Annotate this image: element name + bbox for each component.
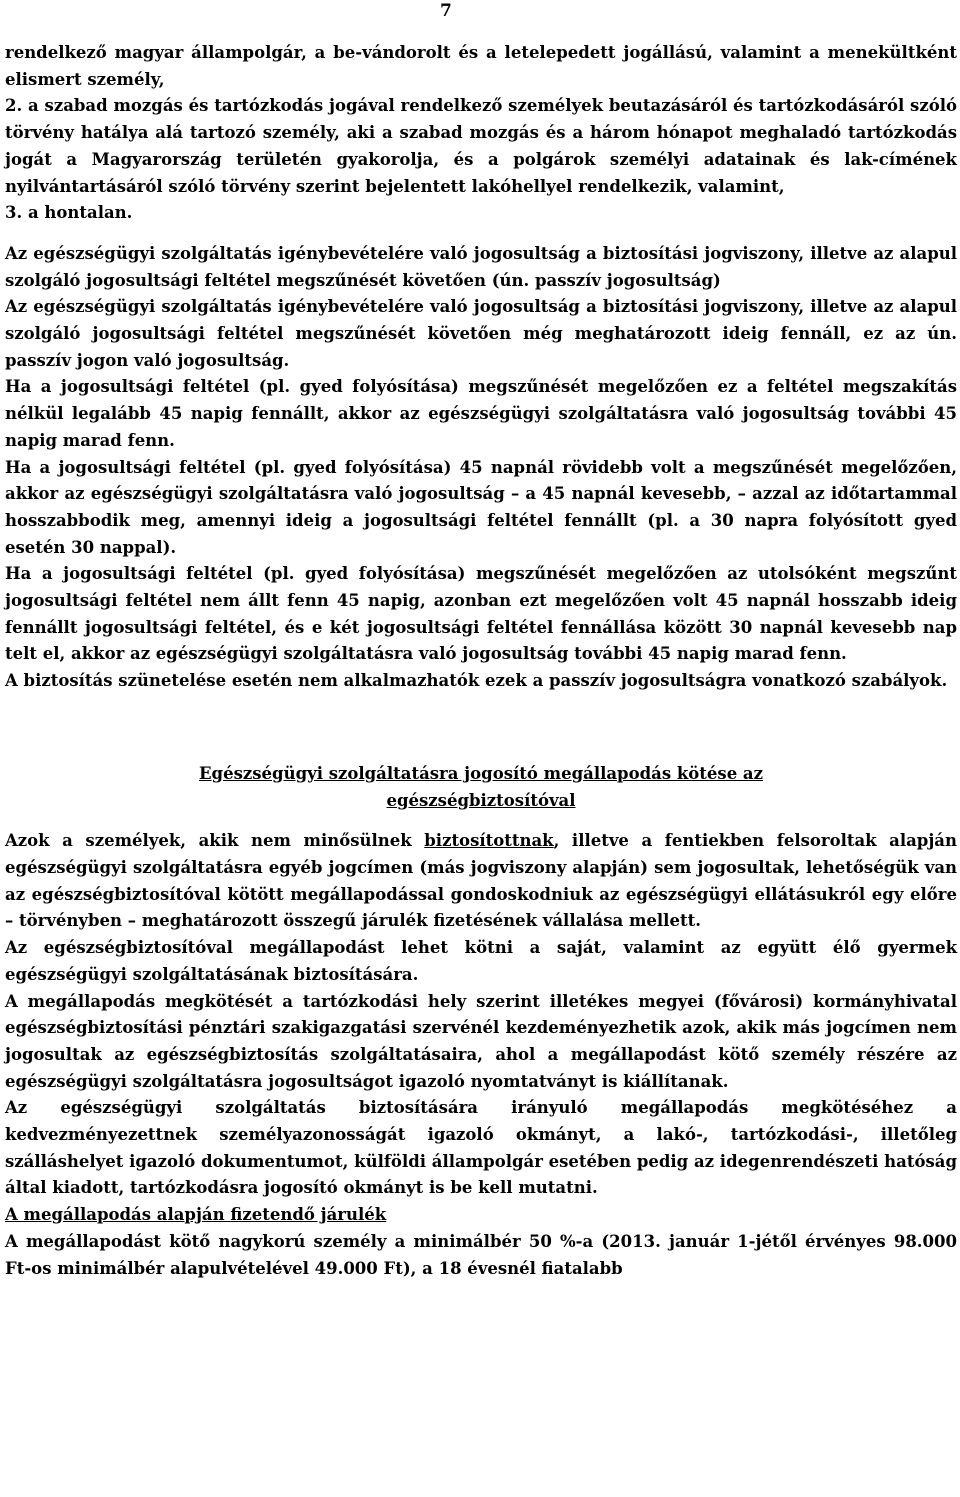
- agreement-paragraph-3: A megállapodás megkötését a tartózkodási hely szerint illetékes megyei (fővárosi) kormányhivatal egészségbiztosítási pénztári szakigazgatási szervénél kezdeményezhetik azok, akik más jogcímen nem jogosultak az egészségbiztosítás szolgáltatásaira, ahol a megállapodást kötő személy részére az egészségügyi szolgáltatásra jogosultságot igazoló nyomtatványt is kiállítanak.: [5, 991, 957, 1091]
- passive-paragraph-1: Az egészségügyi szolgáltatás igénybevételére való jogosultság a biztosítási jogviszony, illetve az alapul szolgáló jogosultsági feltétel megszűnését követően még meghatározott ideig fennáll, ez az ún. passzív jogon való jogosultság.: [5, 297, 957, 370]
- spacer: [5, 227, 957, 241]
- passive-paragraph-5: A biztosítás szünetelése esetén nem alkalmazhatók ezek a passzív jogosultságra vonatkozó szabályok.: [5, 671, 948, 691]
- contribution-heading: A megállapodás alapján fizetendő járulék: [5, 1205, 387, 1225]
- document-body: [5, 40, 957, 1282]
- list-continuation: rendelkező magyar állampolgár, a be-vándorolt és a letelepedett jogállású, valamint a menekültként elismert személy,: [5, 43, 957, 89]
- list-item-3: 3. a hontalan.: [5, 203, 133, 223]
- passive-paragraph-4: Ha a jogosultsági feltétel (pl. gyed folyósítása) megszűnését megelőzően az utolsóként megszűnt jogosultsági feltétel nem állt fenn 45 napig, azonban ezt megelőzően volt 45 napnál hosszabb ideig fennállt jogosultsági feltétel, és e két jogosultsági feltétel fennállása között 30 napnál kevesebb nap telt el, akkor az egészségügyi szolgáltatásra való jogosultság további 45 napig marad fenn.: [5, 564, 957, 664]
- agreement-paragraph-1: [5, 828, 957, 935]
- agreement-paragraph-2: Az egészségbiztosítóval megállapodást lehet kötni a saját, valamint az együtt élő gyermek egészségügyi szolgáltatásának biztosítására.: [5, 938, 957, 984]
- list-item-2: 2. a szabad mozgás és tartózkodás jogával rendelkező személyek beutazásáról és tartózkodásáról szóló törvény hatálya alá tartozó személy, aki a szabad mozgás és a három hónapot meghaladó tartózkodás jogát a Magyarország területén gyakorolja, és a polgárok személyi adatainak és lak-címének nyilvántartásáról szóló törvény szerint bejelentett lakóhellyel rendelkezik, valamint,: [5, 96, 957, 196]
- section-heading-line2: egészségbiztosítóval: [386, 790, 576, 810]
- agreement-p1-underlined: biztosítottnak: [424, 831, 554, 851]
- passive-title: Az egészségügyi szolgáltatás igénybevételére való jogosultság a biztosítási jogviszony, illetve az alapul szolgáló jogosultsági feltétel megszűnését követően (ún. passzív jogosultság): [5, 243, 957, 290]
- section-heading: [5, 761, 957, 814]
- agreement-p1-after: , illetve a fentiekben felsoroltak alapján egészségügyi szolgáltatásra egyéb jogcímen (más jogviszony alapján) sem jogosultak, lehetőségük van az egészségbiztosítóval kötött megállapodással gondoskodniuk az egészségügyi ellátásukról egy előre – törvényben – meghatározott összegű járulék fizetésének vállalása mellett.: [5, 831, 957, 931]
- agreement-p1-before: Azok a személyek, akik nem minősülnek: [5, 831, 425, 851]
- agreement-paragraph-4: Az egészségügyi szolgáltatás biztosítására irányuló megállapodás megkötéséhez a kedvezményezettnek személyazonosságát igazoló okmányt, a lakó-, tartózkodási-, illetőleg szálláshelyet igazoló dokumentumot, külföldi állampolgár esetében pedig az idegenrendészeti hatóság által kiadott, tartózkodásra jogosító okmányt is be kell mutatni.: [5, 1098, 957, 1198]
- contribution-paragraph-1: A megállapodást kötő nagykorú személy a minimálbér 50 %-a (2013. január 1-jétől érvényes 98.000 Ft-os minimálbér alapulvételével 49.000 Ft), a 18 évesnél fiatalabb: [5, 1231, 957, 1278]
- passive-paragraph-2: Ha a jogosultsági feltétel (pl. gyed folyósítása) megszűnését megelőzően ez a feltétel megszakítás nélkül legalább 45 napig fennállt, akkor az egészségügyi szolgáltatásra való jogosultság további 45 napig marad fenn.: [5, 377, 957, 450]
- section-heading-line1: Egészségügyi szolgáltatásra jogosító megállapodás kötése az: [198, 763, 763, 783]
- passive-paragraph-3: Ha a jogosultsági feltétel (pl. gyed folyósítása) 45 napnál rövidebb volt a megszűnését megelőzően, akkor az egészségügyi szolgáltatásra való jogosultság – a 45 napnál kevesebb, – azzal az időtartammal hosszabbodik meg, amennyi ideig a jogosultsági feltétel fennállt (pl. a 30 napra folyósított gyed esetén 30 nappal).: [5, 457, 957, 557]
- spacer: [5, 695, 957, 761]
- page-number: 7: [440, 1, 452, 21]
- spacer: [5, 814, 957, 828]
